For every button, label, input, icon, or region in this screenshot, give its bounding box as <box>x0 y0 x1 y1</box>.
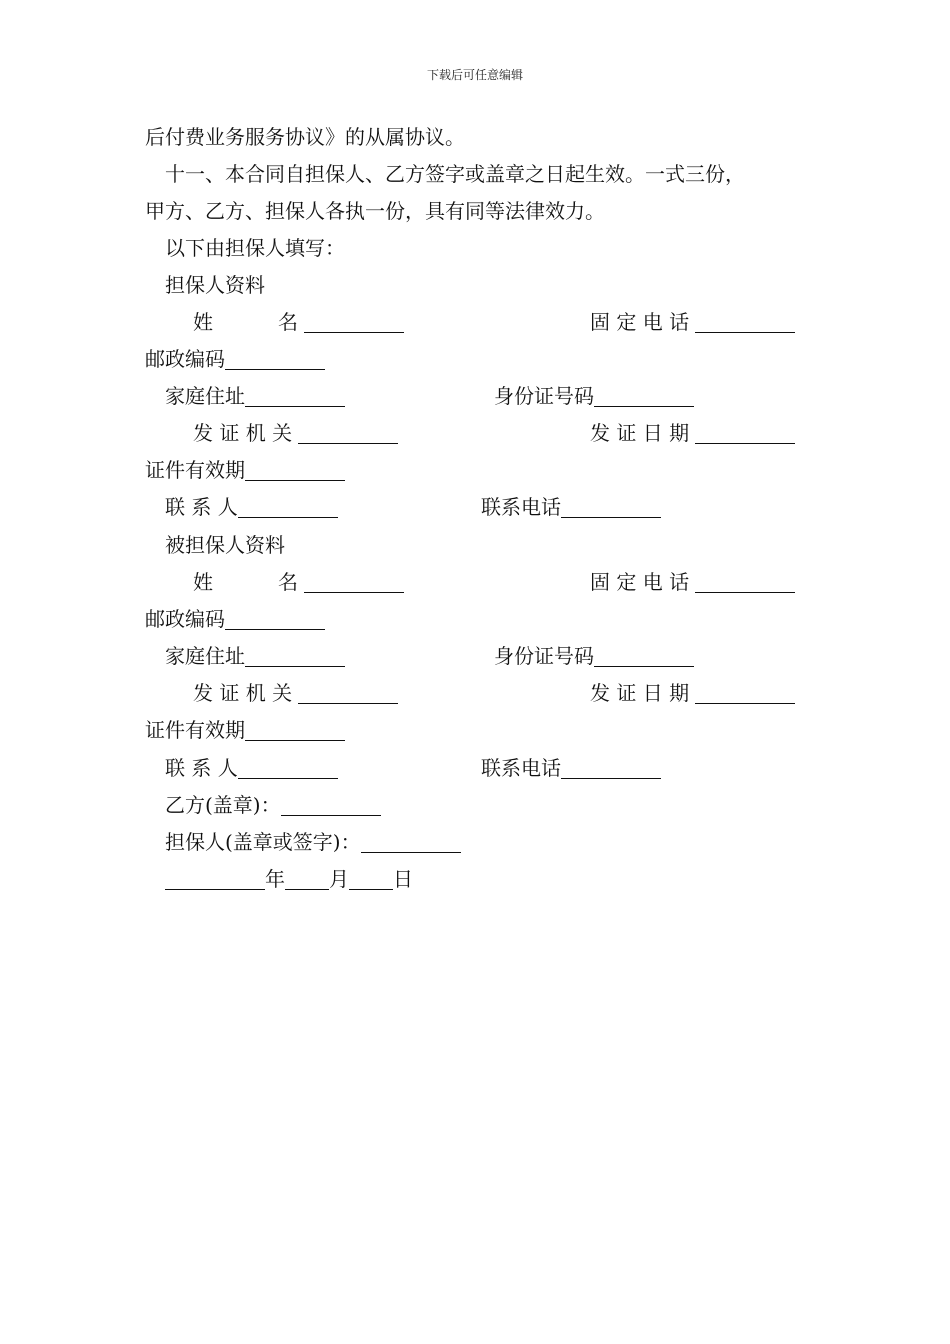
field-contact-phone-row <box>481 755 661 781</box>
field-phone-label: 固 定 电 话 <box>590 310 690 334</box>
section-title-guaranteed: 被担保人资料 <box>165 533 285 557</box>
month-label: 月 <box>329 867 349 891</box>
postcode-blank[interactable] <box>225 347 325 370</box>
idnum-blank[interactable] <box>594 384 694 407</box>
party-b-seal-row <box>165 792 381 818</box>
phone-blank[interactable] <box>695 310 795 333</box>
field-issue-date-row <box>590 420 795 446</box>
field-issuer-label: 发 证 机 关 <box>193 681 293 705</box>
field-name-label-a: 姓 <box>193 310 213 334</box>
field-issue-date-row <box>590 680 795 706</box>
contact-phone-blank[interactable] <box>561 756 661 779</box>
field-name-label-a: 姓 <box>193 570 213 594</box>
field-contact-label: 联 系 人 <box>165 495 238 519</box>
field-contact-row <box>165 494 338 520</box>
field-name-label-b: 名 <box>278 570 298 594</box>
field-validity-row <box>145 457 345 483</box>
party-b-seal-blank[interactable] <box>281 793 381 816</box>
address-blank[interactable] <box>245 384 345 407</box>
field-idnum-label: 身份证号码 <box>494 644 594 668</box>
month-blank[interactable] <box>285 867 329 890</box>
paragraph-line: 十一、本合同自担保人、乙方签字或盖章之日起生效。一式三份， <box>165 162 745 186</box>
field-contact-phone-row <box>481 494 661 520</box>
field-idnum-row <box>494 383 694 409</box>
field-contact-label: 联 系 人 <box>165 756 238 780</box>
field-address-row <box>165 643 345 669</box>
paragraph-line: 以下由担保人填写： <box>165 236 345 260</box>
field-contact-phone-label: 联系电话 <box>481 756 561 780</box>
contact-blank[interactable] <box>238 495 338 518</box>
page-header: 下载后可任意编辑 <box>426 68 523 82</box>
issue-date-blank[interactable] <box>695 421 795 444</box>
field-issuer-label: 发 证 机 关 <box>193 421 293 445</box>
field-idnum-label: 身份证号码 <box>494 384 594 408</box>
field-validity-row <box>145 717 345 743</box>
field-idnum-row <box>494 643 694 669</box>
day-label: 日 <box>393 867 413 891</box>
field-validity-label: 证件有效期 <box>145 718 245 742</box>
issue-date-blank[interactable] <box>695 681 795 704</box>
field-name-row <box>278 309 404 335</box>
field-postcode-row <box>145 606 325 632</box>
guarantor-sign-row <box>165 829 461 855</box>
year-blank[interactable] <box>165 867 265 890</box>
contact-blank[interactable] <box>238 756 338 779</box>
postcode-blank[interactable] <box>225 607 325 630</box>
field-address-label: 家庭住址 <box>165 384 245 408</box>
address-blank[interactable] <box>245 644 345 667</box>
name-blank[interactable] <box>304 570 404 593</box>
guarantor-sign-label: 担保人(盖章或签字)： <box>165 830 361 854</box>
field-phone-row <box>590 569 795 595</box>
field-issue-date-label: 发 证 日 期 <box>590 681 690 705</box>
date-row <box>165 866 413 892</box>
field-postcode-row <box>145 346 325 372</box>
idnum-blank[interactable] <box>594 644 694 667</box>
section-title-guarantor: 担保人资料 <box>165 273 265 297</box>
field-contact-row <box>165 755 338 781</box>
field-validity-label: 证件有效期 <box>145 458 245 482</box>
name-blank[interactable] <box>304 310 404 333</box>
year-label: 年 <box>265 867 285 891</box>
party-b-seal-label: 乙方(盖章)： <box>165 793 281 817</box>
validity-blank[interactable] <box>245 718 345 741</box>
validity-blank[interactable] <box>245 458 345 481</box>
field-name-label-b: 名 <box>278 310 298 334</box>
field-issue-date-label: 发 证 日 期 <box>590 421 690 445</box>
field-name-row <box>278 569 404 595</box>
field-issuer-row <box>193 420 398 446</box>
phone-blank[interactable] <box>695 570 795 593</box>
field-phone-row <box>590 309 795 335</box>
field-phone-label: 固 定 电 话 <box>590 570 690 594</box>
field-issuer-row <box>193 680 398 706</box>
issuer-blank[interactable] <box>298 681 398 704</box>
paragraph-line: 甲方、乙方、担保人各执一份，具有同等法律效力。 <box>145 199 605 223</box>
guarantor-sign-blank[interactable] <box>361 830 461 853</box>
field-address-label: 家庭住址 <box>165 644 245 668</box>
field-postcode-label: 邮政编码 <box>145 347 225 371</box>
issuer-blank[interactable] <box>298 421 398 444</box>
field-address-row <box>165 383 345 409</box>
paragraph-line: 后付费业务服务协议》的从属协议。 <box>145 125 465 149</box>
field-contact-phone-label: 联系电话 <box>481 495 561 519</box>
contact-phone-blank[interactable] <box>561 495 661 518</box>
field-postcode-label: 邮政编码 <box>145 607 225 631</box>
day-blank[interactable] <box>349 867 393 890</box>
